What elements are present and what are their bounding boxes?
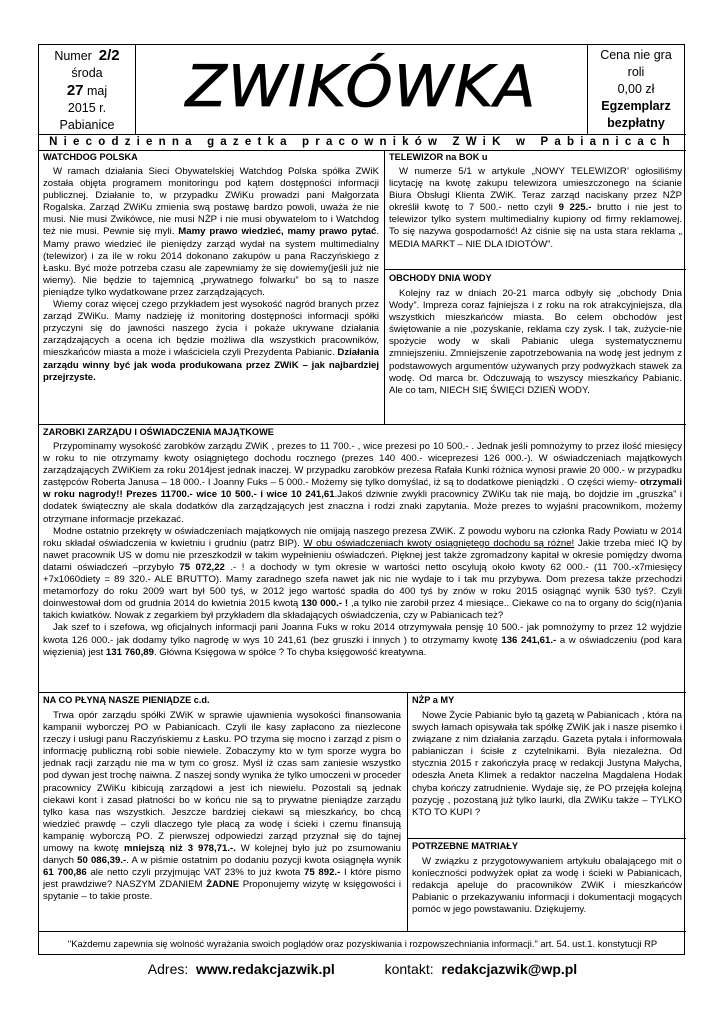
masthead-title: ZWIKÓWKA — [185, 53, 537, 121]
telewizor-article — [389, 152, 682, 251]
weekday: środa — [71, 66, 103, 80]
city: Pabianice — [59, 118, 115, 132]
nzp-paragraph: Nowe Życie Pabianic było tą gazetą w Pabianicach , która na swych łamach opisywała tak spółkę ZWiK jak i nasze pisemko i związane z nim działania zarządu. Gazeta pytała i informowała pabianiczan i ścisłe z czytelnikami. Była niezależna. Od stycznia 2015 r zakończyła pracę w redakcji Justyna Małycha, odeszła Aneta Klimek a redaktor naczelna Magdalena Hodak chyba kończy zatrudnienie. Wydaje się, że PO przejęła kolejną pozycję , pozostaną już tylko laurki, dla ZWiKu także – TYLKO KTO TO KUPI ? — [412, 710, 682, 818]
constitution-quote: "Każdemu zapewnia się wolność wyrażania swoich poglądów oraz pozyskiwania i rozpowszechniania informacji." art. 54. ust.1. konstytucji RP — [67, 938, 658, 949]
obchody-title: OBCHODY DNIA WODY — [389, 273, 492, 283]
telewizor-title: TELEWIZOR na BOK u — [389, 152, 488, 162]
nzp-article — [412, 695, 682, 819]
footer — [0, 960, 725, 978]
matrialy-article — [412, 841, 682, 916]
day: 27 — [66, 82, 84, 99]
zarobki-paragraph-3: Jak szef to i szefowa, wg oficjalnych informacji pani Joanna Fuks w roku 2014 otrzymywała pensję 10 500.- jak pomnożymy to przez 12 wyjdzie kwota 126 000.- jak dodamy tylko nagrodę w wys 10 241,61 (bez gruszki i innych ) to otrzymamy kwotę 136 241,61.- a w oświadczeniu (pod kara więzienia) jest 131 760,89. Główna Księgowa w spółce ? To chyba księgowość kreatywna. — [43, 622, 682, 658]
tagline: Niecodzienna gazetka pracowników ZWiK w Pabianicach — [49, 136, 676, 148]
zarobki-paragraph-1: Przypominamy wysokość zarobków zarządu ZWiK , prezes to 11 700.- , wice prezesi po 10 500.- . Jednak jeśli pomnożymy to przez ilość miesięcy w roku to nie otrzymamy kwoty osiągniętego dochodu rocznego (prezes 140 400.- wiceprezesi 126 000.-). W oświadczeniach majątkowych zarządzających ZWiKiem za roku 2014jest jednak inaczej. W przypadku zarobków prezesa Rafała Kunki różnica wynosi prawie 20 000.- w przypadku zastępców Roberta Janusa – 18 000.- I Joanny Fuks – 5 000.- Możemy się tylko domyślać, iż są to dodatkowe pieniądzki . O części wiemy- otrzymali w roku nagrody!! Prezes 11700.- wice 10 500.- i wice 10 241,61.Jakoś dziwnie zwykli pracownicy ZWiKu tak nie mają, bo dojdzie im „gruszka” i dodatek świąteczny ale skala dodatków dla zarządzających jest znaczna i rodzi znaki zapytania. Może prezes to wyjaśni pracownikom, możemy otrzymane informacje przekazać. — [43, 441, 682, 525]
watchdog-paragraph-2: Wiemy coraz więcej czego przykładem jest wysokość nagród branych przez zarząd ZWiKu. Mamy nadzieję iż monitoring dostępności informacji spółki przyczyni się do jawności naszego życia i pokaże ukrywane działania zarządzających a ocena ich będzie możliwa dla wszystkich pracowników, mieszkańców miasta a może i właściciela czyli Prezydenta Pabianic. Działania zarządu winny być jak woda produkowana przez ZWiK – jak najbardziej przejrzyste. — [43, 299, 379, 383]
zarobki-title: ZAROBKI ZARZĄDU I OŚWIADCZENIA MAJĄTKOWE — [43, 427, 274, 437]
telewizor-paragraph: W numerze 5/1 w artykule „NOWY TELEWIZOR’ ogłosiliśmy licytację na kwotę zakupu telewizora umieszczonego na ścianie Biura Obsługi Klienta ZWiK. Teraz zarząd naciskany przez NŻP określił kwotę to 7 500.- netto czyli 9 225.- brutto i nie jest to telewizor tylko system multimedialny kupiony od firmy reklamowej. To się nazywa gospodarność! Aż ciśnie się na usta stara reklama „ MEDIA MARKT – NIE DLA IDIOTÓW”. — [389, 166, 682, 250]
zarobki-article — [43, 427, 682, 659]
email-link[interactable]: redakcjazwik@wp.pl — [441, 961, 578, 977]
obchody-article — [389, 273, 682, 397]
month: maj — [87, 84, 108, 98]
numer-value: 2/2 — [98, 47, 120, 64]
issue-info — [39, 47, 135, 134]
numer-label: Numer — [54, 49, 92, 63]
website-link[interactable]: www.redakcjazwik.pl — [196, 961, 335, 977]
zarobki-paragraph-2: Modne ostatnio przekręty w oświadczeniach majątkowych nie omijają naszego prezesa ZWiK. Z powodu wyboru na członka Rady Powiatu w 2014 roku składał oświadczenia w kwietniu i grudniu (patrz BIP). W obu oświadczeniach kwoty osiągniętego dochodu są różne! Jakie trzeba mieć IQ by nawet pracownik US w domu nie przeszkodził w takim wypełnieniu oświadczeń. Pięknej jest także zgromadzony kapitał w okresie pomiędzy dwoma datami oświadczeń –przybyło 75 072,22 .- ! a dochody w tym okresie w wartości netto oscylują około kwoty 62 000.- (11 700.-x7miesięcy +7x1060diety = 89 320.- ALE BRUTTO). Mamy zaradnego szefa nawet jak nic nie wydaje to i tak mu przybywa. Dom prezesa także przechodzi metamorfozy do roku 2009 wart był 500 tyś, w 2012 jego wartość spadła do 400 tyś by znów w roku 2015 osiągnąć wynik 530 tyś?. Czyli doinwestował dom od grudnia 2014 do kwietnia 2015 kwotą 130 000.- ! ,a tylko nie zarobił przez 4 miesiące.. Ciekawe co na to organy do ścig(n)ania takich kwiatków. Nowak z zegarkiem był przykładem dla składających oświadczenia, czy w Pabianicach też? — [43, 525, 682, 622]
price-line-5: bezpłatny — [607, 116, 665, 130]
year: 2015 r. — [67, 101, 107, 115]
price-info — [587, 47, 685, 132]
pieniadze-article — [43, 695, 401, 904]
pieniadze-title: NA CO PŁYNĄ NASZE PIENIĄDZE c.d. — [43, 695, 210, 705]
matrialy-paragraph: W związku z przygotowywaniem artykułu obalającego mit o konieczności podwyżek opłat za wodę i ścieki w Pabianicach, redakcja apeluje do pracowników ZWiK i mieszkańców Pabianic o przekazywaniu informacji i dokumentacji mogących pomóc w jego powstawaniu. Dziękujemy. — [412, 856, 682, 916]
watchdog-title: WATCHDOG POLSKA — [43, 152, 138, 162]
price-line-3: 0,00 zł — [617, 82, 655, 96]
matrialy-title: POTRZEBNE MATRIAŁY — [412, 841, 518, 851]
kontakt-label: kontakt: — [384, 961, 434, 977]
obchody-paragraph: Kolejny raz w dniach 20-21 marca odbyły się „obchody Dnia Wody”. Impreza coraz fajniejsza i z roku na rok atrakcyjniejsza, dla wszystkich mieszkańców miasta. Bo celem obchodów jest świętowanie a nie ,pozyskanie, reklama czy zysk. I tak, zużycie-nie spożycie wody w skali Pabianic ulega systematycznemu zmniejszeniu. Zmniejszenie zapotrzebowania na wodę jest jednym z podstawowych argumentów używanych przy podwyżkach stawek za wodę. Od marca br. Odczuwają to wszyscy mieszkańcy Pabianic. Ale co tam, NIECH SIĘ ŚWIĘCI DZIEŃ WODY. — [389, 288, 682, 396]
newspaper-page — [38, 44, 685, 955]
price-line-2: roli — [627, 65, 645, 79]
adres-label: Adres: — [147, 961, 189, 977]
watchdog-paragraph-1: W ramach działania Sieci Obywatelskiej Watchdog Polska spółka ZWiK została objęta programem monitoringu pod kątem dostępności informacji publicznej. Działanie to, w przypadku ZWiKu prowadzi pani Małgorzata Rogalska. Zarząd ZWiKu zmienia swą postawę bardzo powoli, uważa że nie musi. Nie musi Zwikówce, nie musi NŻP i nie musi obywatelom to i Watchdog też nie musi. Pewnie się myli. Mamy prawo wiedzieć, mamy prawo pytać. Mamy prawo wiedzieć ile pieniędzy zarząd wydał na system multimedialny (telewizor) i za ile w roku 2014 dokonano zakupów u pana Raczyńskiego z Łasku. Być może potrzeba czasu ale zapewniamy że się dowiemy(jeśli już nie wiemy). Nie będzie to tajemnicą „prywatnego folwarku” bo są to nasze pieniądze tylko wydatkowane przez zarządzających. — [43, 166, 379, 298]
pieniadze-paragraph: Trwa opór zarządu spółki ZWiK w sprawie ujawnienia wysokości finansowania kampanii wyborczej PO w Pabianicach. Czyli ile kasy zapłacono za niezlecone rzeczy i usługi panu Raczyńskiemu z Łasku. PO trzyma się mocno i zarząd z pism o informację publiczną robi sobie niewiele. Zobaczymy kto w tym sporze wygra bo jednak racji zarządu nie ma w tym co grosz. Myśl iż czas sam zaniesie wszystko pod dywan jest trochę naiwna. Z naszej sondy wynika że tylko umoczeni w proceder pracownicy ZWiKu kibicują zarządowi a jest ich niewielu. Pozostali są jednak ciekawi kont i zasad płatności bo w końcu nie są to prywatne pieniądze zarządu tylko kasa nas wszystkich. Jeszcze bardziej ciekawi są mieszkańcy, bo chcą wiedzieć prawdę – czyli dlaczego tyle płacą za wodę i ścieki i czemu finansują kampanię wyborczą PO. Z pierwszej odpowiedzi zarząd przyznał się do tajnej umowy na kwotę mniejszą niż 3 978,71.-. W kolejnej było już po zsumowaniu danych 50 086,39.-. A w piśmie ostatnim po dodaniu pozycji kwota osiągnęła wynik 61 700,86 ale netto czyli przyjmując VAT 23% to już kwota 75 892.- I które pismo jest prawdziwe? NASZYM ZDANIEM ŻADNE Proponujemy wizytę w księgowości i spytanie – to takie proste. — [43, 710, 401, 903]
price-line-1: Cena nie gra — [600, 48, 672, 62]
price-line-4: Egzemplarz — [601, 99, 671, 113]
nzp-title: NŻP a MY — [412, 695, 455, 705]
watchdog-article — [43, 152, 379, 384]
